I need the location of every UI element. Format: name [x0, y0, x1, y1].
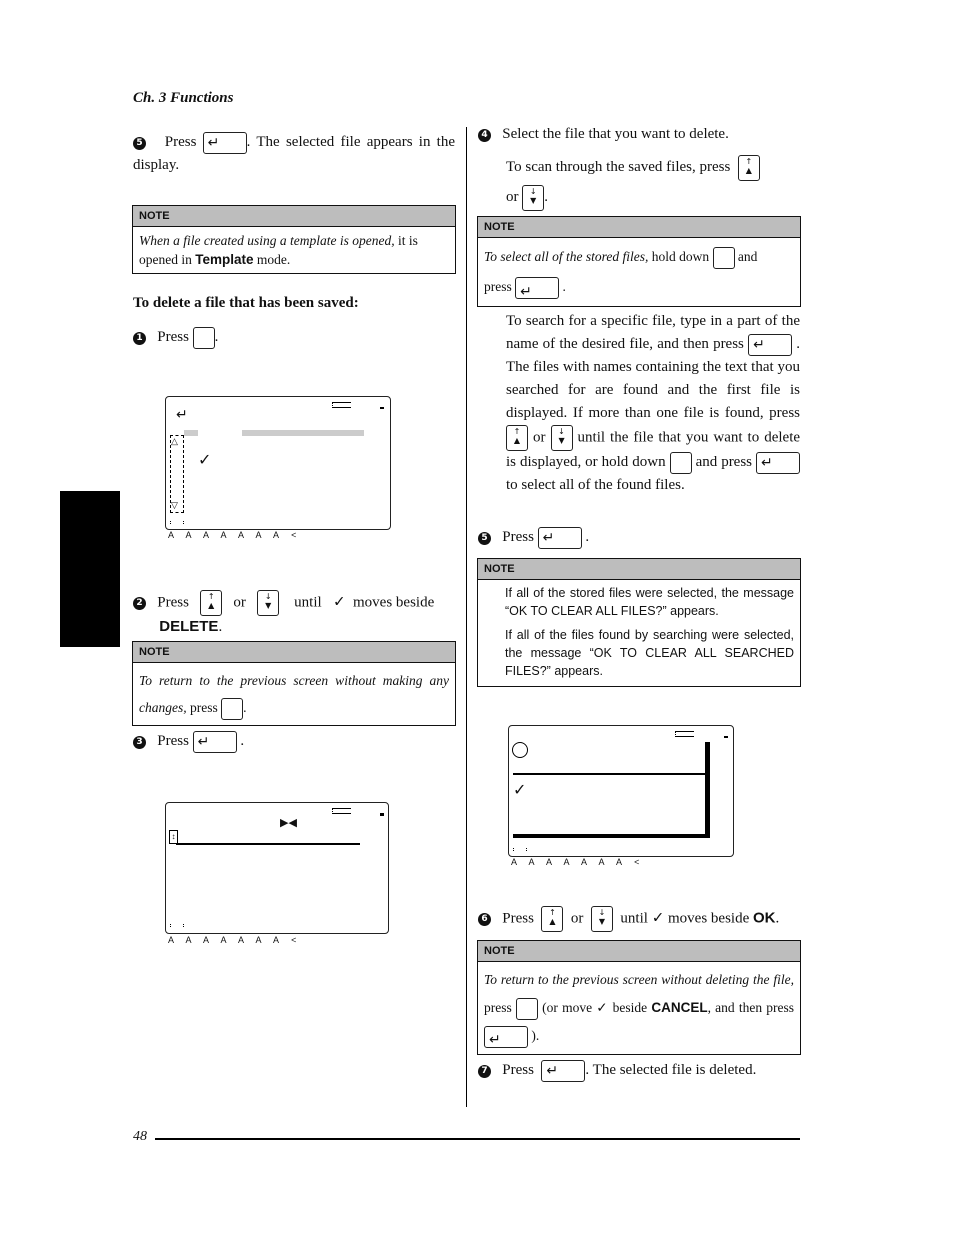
- cursor-up-key-icon: [200, 590, 222, 616]
- chapter-header: Ch. 3 Functions: [133, 90, 234, 106]
- note-label: NOTE: [133, 642, 455, 663]
- step-text: .: [775, 910, 780, 927]
- enter-key-icon: [515, 277, 559, 299]
- battery-indicator: [675, 731, 694, 737]
- note-label: NOTE: [478, 217, 800, 238]
- indicator-mark: [724, 736, 728, 738]
- chapter-side-tab: [60, 491, 120, 647]
- step-text: or: [506, 189, 519, 205]
- step-number: 4: [478, 129, 491, 142]
- scan-instruction: [506, 152, 800, 212]
- note-body: [478, 580, 800, 686]
- enter-key-icon: [748, 334, 792, 356]
- indicator-mark: [380, 407, 384, 409]
- battery-indicator: [332, 808, 351, 814]
- note-text: CANCEL: [651, 1000, 708, 1015]
- note-body: [133, 663, 455, 725]
- search-instruction: [506, 310, 800, 497]
- note-text: ).: [531, 1028, 540, 1043]
- frame-border: [513, 834, 710, 838]
- enter-key-icon: [193, 731, 237, 753]
- input-line: [176, 843, 360, 845]
- step-text: Press: [157, 733, 189, 749]
- indicator-mark: [380, 813, 384, 816]
- enter-key-icon: [484, 1026, 528, 1048]
- step-text: moves beside: [668, 910, 750, 927]
- code-key-icon: [713, 247, 735, 269]
- step-number: 5: [133, 137, 146, 150]
- note-label: NOTE: [133, 206, 455, 227]
- cursor-down-key-icon: [551, 425, 573, 451]
- step-text: DELETE: [159, 618, 219, 635]
- scroll-up-icon: △: [171, 436, 178, 446]
- scroll-down-icon: ▽: [171, 500, 178, 510]
- note-text: .: [243, 700, 247, 715]
- checkmark-icon: ✓: [332, 594, 346, 611]
- circle-icon: [512, 742, 528, 758]
- step-text: .: [585, 529, 590, 545]
- step-text: Press: [502, 529, 534, 545]
- step-text: .: [214, 329, 219, 345]
- search-marker-icon: ▶◀: [280, 816, 297, 829]
- note-box-cancel: [132, 641, 456, 726]
- step-text: .: [240, 733, 245, 749]
- indicator-mark: [513, 848, 527, 851]
- step-text: .: [218, 619, 223, 635]
- step-text: To search for a specific file, type in a part of the name of the desired file, and then press: [506, 313, 800, 352]
- battery-indicator: [332, 402, 351, 408]
- scroll-icon: ↕: [169, 830, 178, 844]
- step-text: . The selected file is deleted.: [585, 1062, 757, 1078]
- note-body: [478, 962, 800, 1054]
- lcd-display-confirm: [508, 725, 734, 857]
- section-heading: To delete a file that has been saved:: [133, 295, 359, 311]
- step-number: 2: [133, 597, 146, 610]
- lcd-status-bar: A A A A A A A <: [168, 935, 302, 945]
- step-number: 1: [133, 332, 146, 345]
- right-step4: [478, 123, 729, 145]
- step-number: 3: [133, 736, 146, 749]
- enter-key-icon: [541, 1060, 585, 1082]
- note-text: .: [562, 279, 566, 294]
- step-text: To scan through the saved files, press: [506, 159, 731, 175]
- return-arrow-icon: ↵: [176, 407, 188, 423]
- step-text: or: [233, 594, 246, 611]
- cursor-up-key-icon: [541, 906, 563, 932]
- enter-key-icon: [538, 527, 582, 549]
- cursor-down-key-icon: [257, 590, 279, 616]
- note-text: To select all of the stored files,: [484, 249, 649, 264]
- left-step5: [133, 131, 455, 176]
- left-step2: [133, 590, 455, 638]
- right-step5: [478, 526, 589, 549]
- step-text: Press: [164, 134, 197, 150]
- right-step7: [478, 1059, 756, 1082]
- note-text: (or move: [542, 1000, 593, 1015]
- checkmark-icon: ✓: [651, 910, 665, 927]
- footer-rule: [155, 1138, 800, 1140]
- enter-key-icon: [756, 452, 800, 474]
- lcd-status-bar: A A A A A A A <: [168, 530, 302, 540]
- note-body: [478, 238, 800, 306]
- selection-highlight: [184, 430, 198, 436]
- left-step3: [133, 730, 244, 753]
- step-text: Select the file that you want to delete.: [502, 126, 729, 142]
- step-text: Press: [157, 594, 189, 611]
- cursor-up-key-icon: [738, 155, 760, 181]
- step-text: .: [544, 189, 548, 205]
- step-text: Press: [157, 329, 189, 345]
- indicator-mark: [170, 521, 184, 524]
- step-text: down: [632, 454, 666, 470]
- step-number: 7: [478, 1065, 491, 1078]
- checkmark-icon: ✓: [513, 780, 527, 799]
- code-key-icon: [670, 452, 692, 474]
- enter-key-icon: [203, 132, 247, 154]
- note-text: To return to the previous screen without deleting the file,: [484, 972, 794, 987]
- cursor-down-key-icon: [591, 906, 613, 932]
- note-text: If all of the stored files were selected, the message “OK TO CLEAR ALL FILES?” appears.: [505, 586, 794, 618]
- note-label: NOTE: [478, 941, 800, 962]
- file-key-icon: [193, 327, 215, 349]
- note-box-cancel-delete: [477, 940, 801, 1055]
- step-text: Press: [502, 910, 534, 927]
- step-text: file is found, press: [683, 405, 801, 421]
- step-text: until: [620, 910, 648, 927]
- step-text: . The selected file appears in the display.: [133, 134, 456, 173]
- note-text: and: [737, 249, 758, 264]
- cursor-up-key-icon: [506, 425, 528, 451]
- right-step6: [478, 906, 779, 932]
- left-step1: [133, 326, 218, 349]
- note-text: press: [484, 1000, 512, 1015]
- selection-highlight: [242, 430, 364, 436]
- cancel-key-icon: [221, 698, 243, 720]
- note-text: beside: [612, 1000, 648, 1015]
- lcd-status-bar: A A A A A A A <: [511, 857, 645, 867]
- note-text: , and then press: [707, 1000, 795, 1015]
- note-text: press: [484, 279, 512, 294]
- note-text: press: [186, 700, 218, 715]
- step-text: to select all of the found files.: [506, 477, 685, 493]
- page-number: 48: [133, 1129, 147, 1144]
- step-text: Press: [502, 1062, 534, 1078]
- step-number: 5: [478, 532, 491, 545]
- note-text: hold down: [648, 249, 710, 264]
- lcd-display-file-menu: [165, 396, 391, 530]
- note-text: it is opened in: [139, 233, 418, 267]
- divider-line: [513, 773, 709, 775]
- step-text: until the file that you want to delete is displayed, or hold: [506, 429, 801, 470]
- checkmark-icon: ✓: [198, 450, 212, 469]
- cursor-down-key-icon: [522, 185, 544, 211]
- note-text: mode.: [253, 252, 291, 267]
- note-text: Template: [195, 252, 254, 267]
- note-text: If all of the files found by searching were selected, the message “OK TO CLEAR ALL SEARCHED FILES?” appears.: [505, 628, 794, 678]
- step-text: OK: [753, 909, 776, 927]
- step-number: 6: [478, 913, 491, 926]
- step-text: until: [294, 594, 322, 611]
- note-box-template: [132, 205, 456, 274]
- note-label: NOTE: [478, 559, 800, 580]
- step-text: moves beside: [353, 594, 435, 611]
- note-body: [133, 227, 455, 273]
- step-text: . The files with names containing the text that you searched for are found and the first file is displayed. If more than one: [506, 336, 801, 421]
- step-text: and press: [695, 454, 753, 470]
- lcd-display-delete-search: [165, 802, 389, 934]
- column-divider: [466, 127, 467, 1107]
- step-text: or: [570, 910, 584, 927]
- note-box-select-all: [477, 216, 801, 307]
- note-text: To return to the previous screen without making any changes,: [139, 673, 449, 715]
- note-box-clear-message: [477, 558, 801, 687]
- note-text: When a file created using a template is opened,: [139, 233, 395, 248]
- indicator-mark: [170, 924, 184, 927]
- step-text: or: [533, 429, 546, 446]
- frame-border: [705, 742, 710, 838]
- checkmark-icon: ✓: [596, 1000, 609, 1015]
- cancel-key-icon: [516, 998, 538, 1020]
